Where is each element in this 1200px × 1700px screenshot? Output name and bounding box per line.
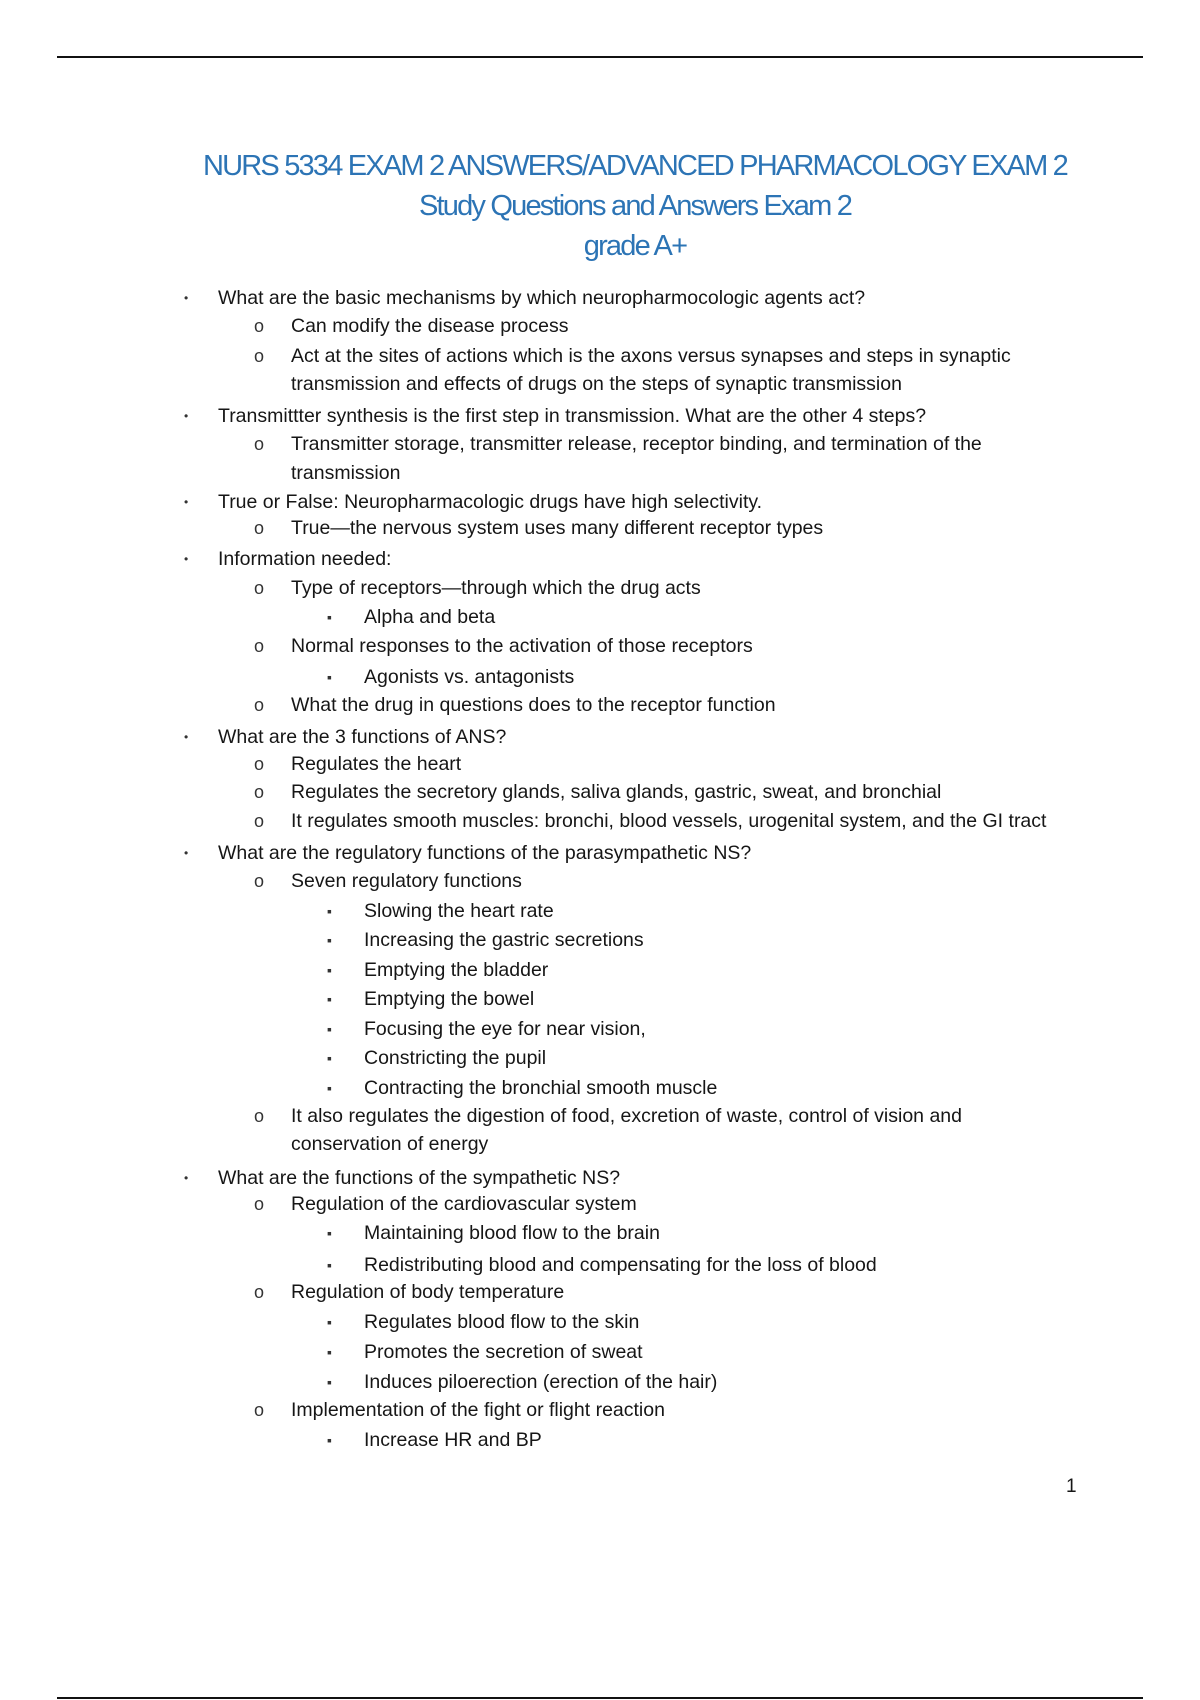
line-text: Regulates the secretory glands, saliva glands, gastric, sweat, and bronchial (291, 781, 942, 803)
bullet-marker-icon: o (254, 695, 265, 715)
bullet-marker-icon: ▪ (327, 1344, 332, 1360)
line-text: Regulation of body temperature (291, 1281, 565, 1303)
bullet-marker-icon: ▪ (327, 1257, 332, 1273)
line-text: What are the basic mechanisms by which neuropharmocologic agents act? (218, 287, 866, 309)
line-text: Increasing the gastric secretions (364, 929, 644, 951)
line-text: Regulates blood flow to the skin (364, 1311, 640, 1333)
bullet-marker-icon: • (184, 495, 189, 509)
line-text: Constricting the pupil (364, 1047, 547, 1069)
bullet-marker-icon: ▪ (327, 1225, 332, 1241)
bullet-marker-icon: ▪ (327, 609, 332, 625)
bullet-marker-icon: o (254, 1400, 265, 1420)
line-text: Implementation of the fight or flight reaction (291, 1399, 665, 1421)
bullet-marker-icon: • (184, 409, 189, 423)
line-text: Induces piloerection (erection of the hair) (364, 1371, 718, 1393)
line-text: Slowing the heart rate (364, 900, 554, 922)
line-text: Contracting the bronchial smooth muscle (364, 1077, 718, 1099)
title-line-1: NURS 5334 EXAM 2 ANSWERS/ADVANCED PHARMACOLOGY EXAM 2 (202, 150, 1068, 182)
line-text: What are the regulatory functions of the parasympathetic NS? (218, 842, 752, 864)
line-text: transmission and effects of drugs on the steps of synaptic transmission (291, 373, 902, 395)
line-text: What are the 3 functions of ANS? (218, 726, 507, 748)
bullet-marker-icon: o (254, 518, 265, 538)
bullet-marker-icon: o (254, 811, 265, 831)
bullet-marker-icon: o (254, 1106, 265, 1126)
bullet-marker-icon: o (254, 636, 265, 656)
title-line-3: grade A+ (583, 230, 687, 262)
bullet-marker-icon: ▪ (327, 1050, 332, 1066)
bullet-marker-icon: o (254, 346, 265, 366)
bullet-marker-icon: o (254, 782, 265, 802)
bullet-marker-icon: o (254, 434, 265, 454)
line-text: Act at the sites of actions which is the axons versus synapses and steps in synaptic (291, 345, 1011, 367)
line-text: transmission (291, 462, 401, 484)
line-text: Increase HR and BP (364, 1429, 542, 1451)
bullet-marker-icon: • (184, 730, 189, 744)
line-text: Type of receptors—through which the drug acts (291, 577, 701, 599)
line-text: Emptying the bladder (364, 959, 549, 981)
line-text: Can modify the disease process (291, 315, 569, 337)
page-number: 1 (1066, 1476, 1077, 1497)
bullet-marker-icon: ▪ (327, 903, 332, 919)
line-text: Emptying the bowel (364, 988, 535, 1010)
bullet-marker-icon: ▪ (327, 1021, 332, 1037)
line-text: It regulates smooth muscles: bronchi, blood vessels, urogenital system, and the GI tract (291, 810, 1047, 832)
line-text: Maintaining blood flow to the brain (364, 1222, 660, 1244)
bullet-marker-icon: ▪ (327, 962, 332, 978)
bullet-marker-icon: ▪ (327, 932, 332, 948)
line-text: What are the functions of the sympathetic NS? (218, 1167, 621, 1189)
bottom-rule (57, 1697, 1143, 1699)
bullet-marker-icon: o (254, 871, 265, 891)
line-text: conservation of energy (291, 1133, 489, 1155)
line-text: It also regulates the digestion of food, excretion of waste, control of vision and (291, 1105, 962, 1127)
bullet-marker-icon: o (254, 316, 265, 336)
line-text: Alpha and beta (364, 606, 496, 628)
line-text: Transmittter synthesis is the first step in transmission. What are the other 4 steps? (218, 405, 927, 427)
bullet-marker-icon: ▪ (327, 669, 332, 685)
bullet-marker-icon: o (254, 1194, 265, 1214)
line-text: Regulates the heart (291, 753, 462, 775)
bullet-marker-icon: • (184, 1171, 189, 1185)
bullet-marker-icon: ▪ (327, 991, 332, 1007)
line-text: Transmitter storage, transmitter release, receptor binding, and termination of the (291, 433, 982, 455)
bullet-marker-icon: ▪ (327, 1432, 332, 1448)
bullet-marker-icon: ▪ (327, 1080, 332, 1096)
bullet-marker-icon: • (184, 552, 189, 566)
line-text: True—the nervous system uses many different receptor types (291, 517, 824, 539)
bullet-marker-icon: o (254, 578, 265, 598)
bullet-marker-icon: ▪ (327, 1314, 332, 1330)
bullet-marker-icon: • (184, 846, 189, 860)
bullet-marker-icon: ▪ (327, 1374, 332, 1390)
line-text: True or False: Neuropharmacologic drugs have high selectivity. (218, 491, 763, 513)
line-text: Regulation of the cardiovascular system (291, 1193, 637, 1215)
line-text: Redistributing blood and compensating for the loss of blood (364, 1254, 877, 1276)
line-text: Normal responses to the activation of those receptors (291, 635, 753, 657)
line-text: Focusing the eye for near vision, (364, 1018, 646, 1040)
line-text: Agonists vs. antagonists (364, 666, 575, 688)
line-text: Seven regulatory functions (291, 870, 522, 892)
bullet-marker-icon: o (254, 754, 265, 774)
line-text: What the drug in questions does to the receptor function (291, 694, 776, 716)
bullet-marker-icon: • (184, 291, 189, 305)
bullet-marker-icon: o (254, 1282, 265, 1302)
title-line-2: Study Questions and Answers Exam 2 (418, 190, 852, 222)
line-text: Promotes the secretion of sweat (364, 1341, 643, 1363)
line-text: Information needed: (218, 548, 392, 570)
